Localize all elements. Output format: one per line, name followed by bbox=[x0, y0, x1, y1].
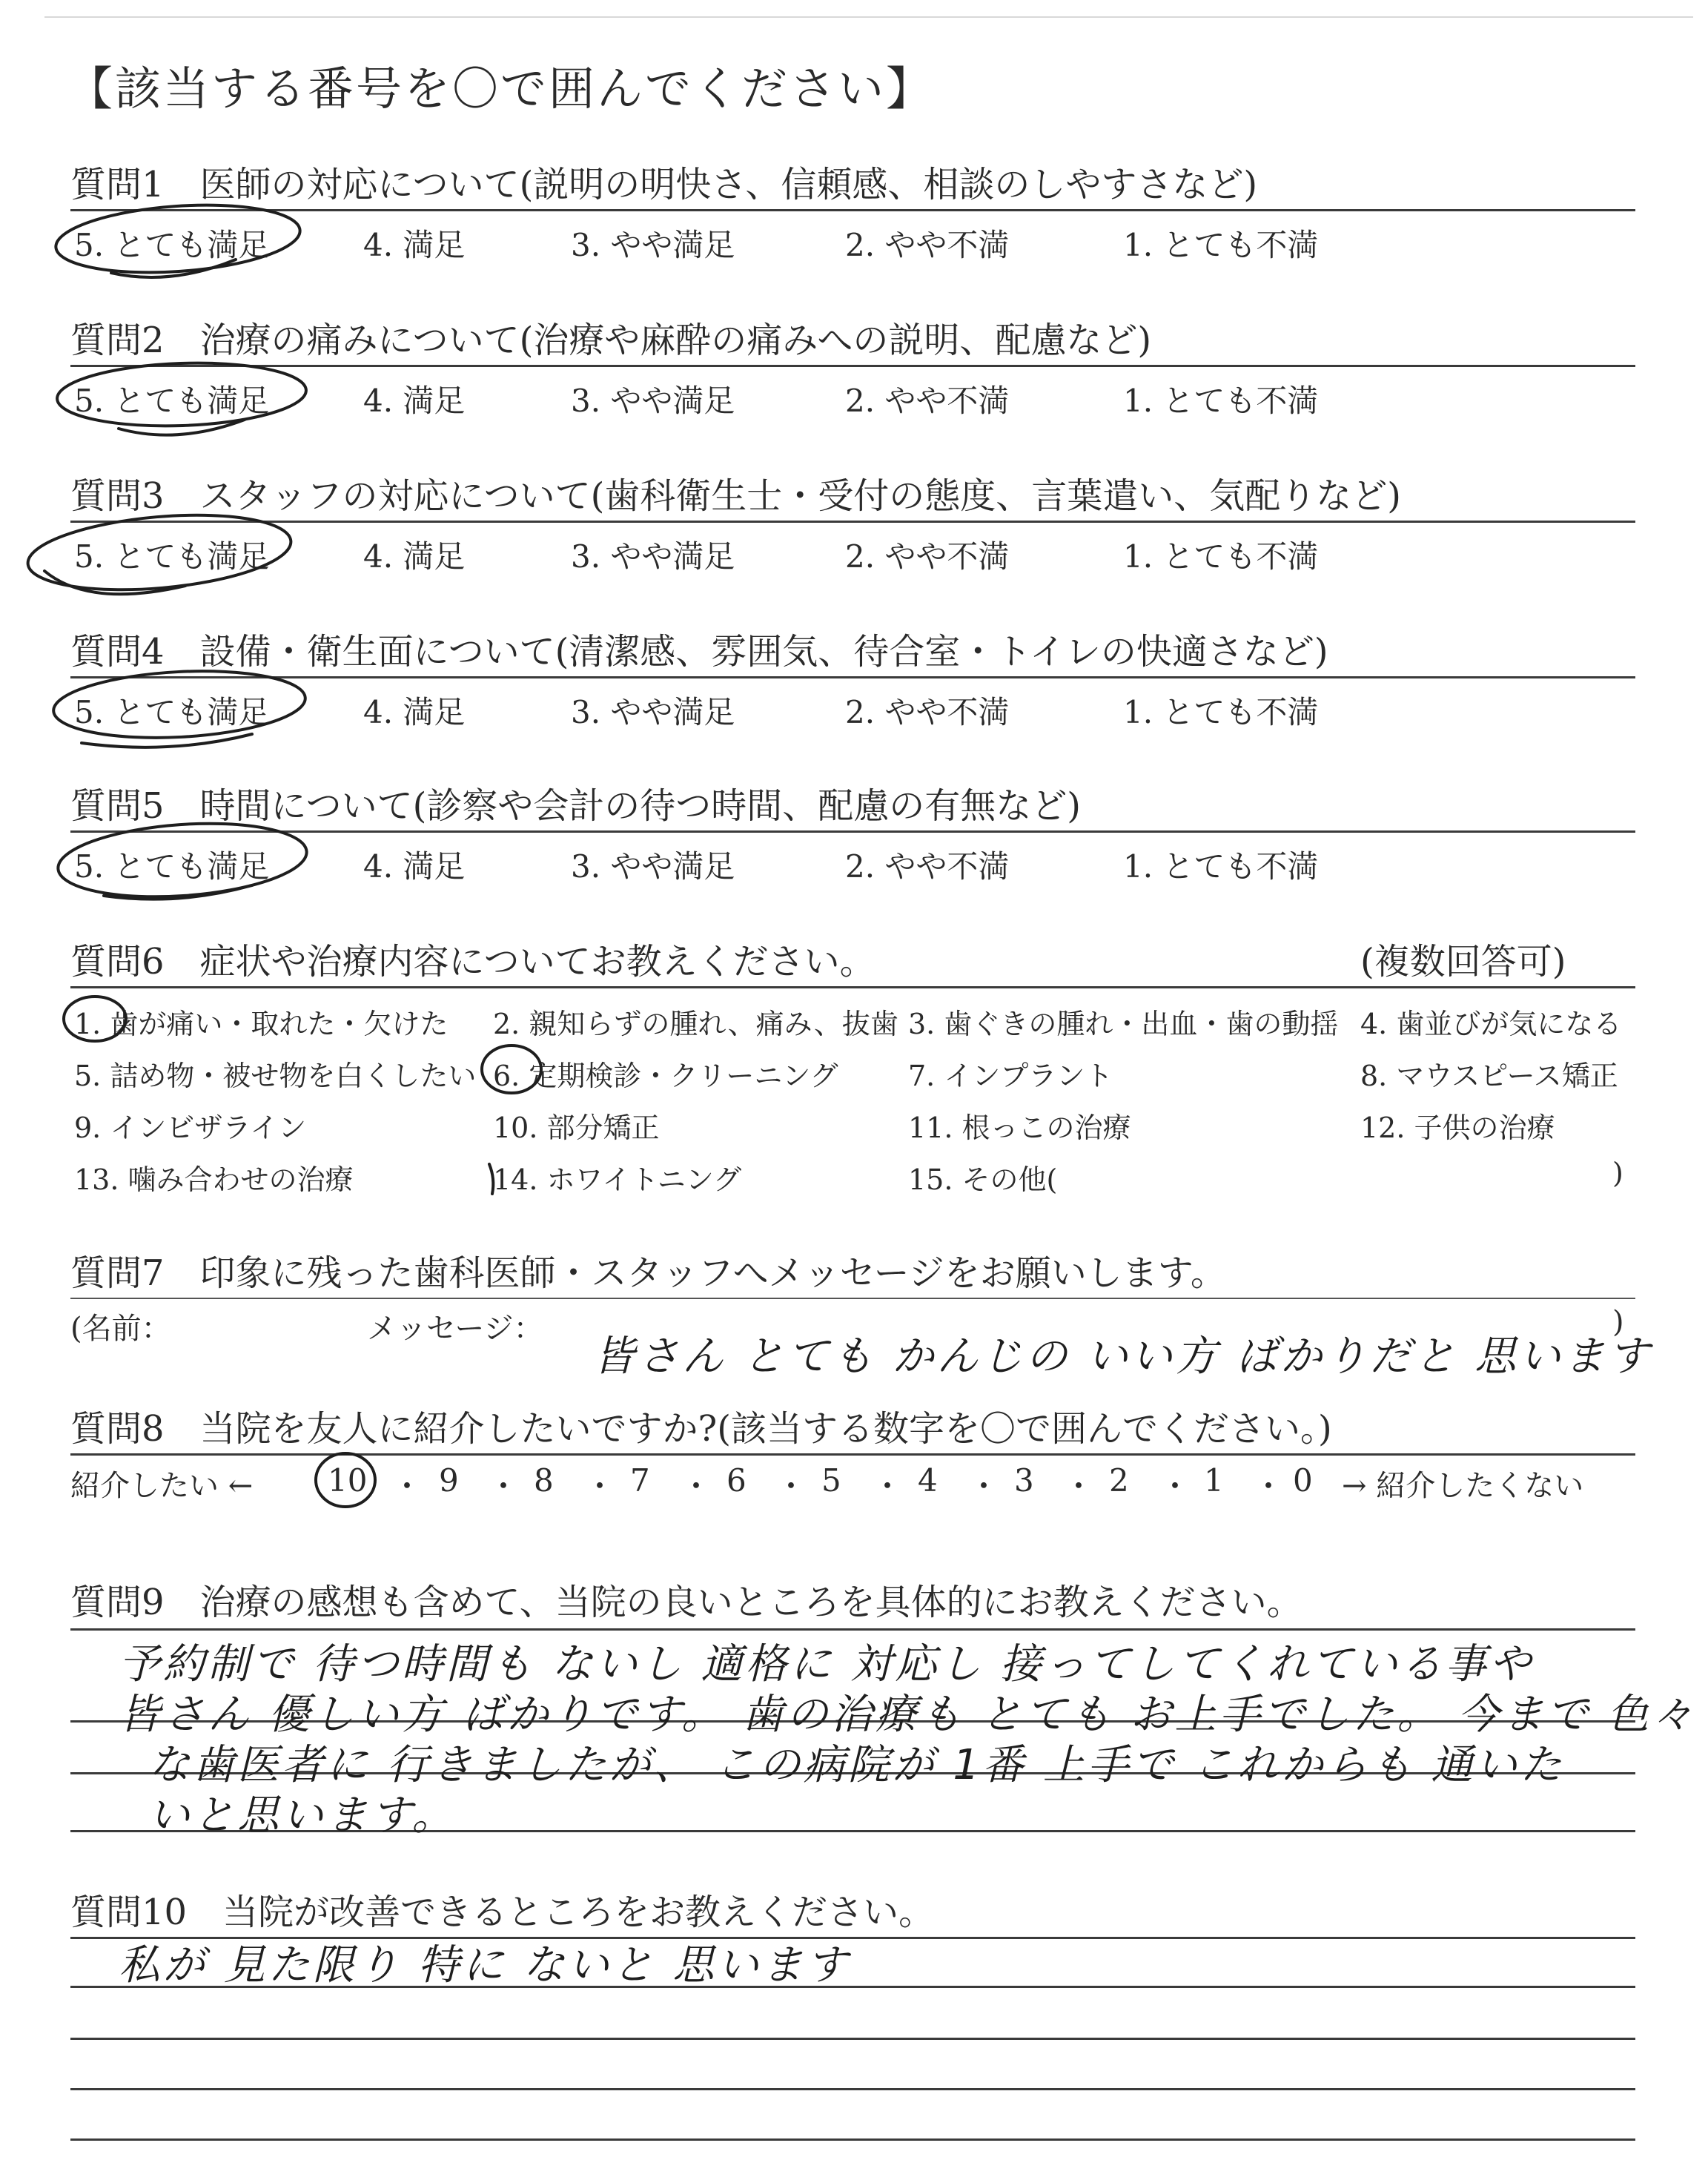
question-8-title: 質問8 当院を友人に紹介したいですか?(該当する数字を〇で囲んでください。) bbox=[70, 1408, 1332, 1450]
q9-answer-line-2: 皆さん 優しい方 ばかりです。 歯の治療も とても お上手でした。 今まで 色々 bbox=[119, 1691, 1697, 1739]
top-border bbox=[44, 16, 1693, 18]
q6-option-9[interactable]: 9. インビザライン bbox=[74, 1112, 307, 1144]
q1-option-3[interactable]: 3. やや満足 bbox=[571, 227, 735, 263]
q6-option-2[interactable]: 2. 親知らずの腫れ、痛み、抜歯 bbox=[493, 1008, 898, 1040]
q1-option-1[interactable]: 1. とても不満 bbox=[1123, 227, 1319, 263]
q8-scale-8[interactable]: 8 bbox=[534, 1462, 554, 1499]
q7-message-label: メッセージ： bbox=[367, 1312, 543, 1346]
q8-scale-5[interactable]: 5 bbox=[821, 1462, 841, 1499]
q5-selection-tail bbox=[104, 885, 252, 899]
q6-option-10[interactable]: 10. 部分矯正 bbox=[493, 1112, 660, 1144]
q10-answer-line-1: 私が 見た限り 特に ないと 思います bbox=[119, 1941, 851, 1989]
q3-option-5[interactable]: 5. とても満足 bbox=[74, 538, 270, 575]
question-7-title: 質問7 印象に残った歯科医師・スタッフへメッセージをお願いします。 bbox=[70, 1252, 1226, 1294]
question-3-rule bbox=[70, 521, 1635, 523]
q5-option-3[interactable]: 3. やや満足 bbox=[571, 848, 735, 885]
q7-message-handwritten: 皆さん とても かんじの いい方 ばかりだと 思います bbox=[593, 1332, 1653, 1381]
q2-option-4[interactable]: 4. 満足 bbox=[363, 383, 466, 419]
q9-line-1 bbox=[70, 1628, 1635, 1631]
q8-scale-9[interactable]: 9 bbox=[439, 1462, 459, 1499]
q10-line-3 bbox=[70, 2038, 1635, 2040]
q8-scale-2[interactable]: 2 bbox=[1109, 1462, 1129, 1499]
q6-option-3[interactable]: 3. 歯ぐきの腫れ・出血・歯の動揺 bbox=[908, 1008, 1339, 1040]
q8-scale-0[interactable]: 0 bbox=[1293, 1462, 1313, 1499]
q8-scale-dot: ・ bbox=[1063, 1468, 1095, 1505]
question-4-title: 質問4 設備・衛生面について(清潔感、雰囲気、待合室・トイレの快適さなど) bbox=[70, 631, 1328, 673]
question-1-title: 質問1 医師の対応について(説明の明快さ、信頼感、相談のしやすさなど) bbox=[70, 164, 1258, 205]
q2-option-1[interactable]: 1. とても不満 bbox=[1123, 383, 1319, 419]
q6-option-13[interactable]: 13. 噛み合わせの治療 bbox=[74, 1163, 354, 1196]
q6-option-1[interactable]: 1. 歯が痛い・取れた・欠けた bbox=[74, 1008, 448, 1040]
q3-option-3[interactable]: 3. やや満足 bbox=[571, 538, 735, 575]
question-8-rule bbox=[70, 1453, 1635, 1456]
q4-option-3[interactable]: 3. やや満足 bbox=[571, 694, 735, 730]
q7-close-paren: ) bbox=[1612, 1305, 1624, 1339]
q9-answer-line-1: 予約制で 待つ時間も ないし 適格に 対応し 接ってしてくれている事や bbox=[119, 1640, 1535, 1688]
q6-option-5[interactable]: 5. 詰め物・被せ物を白くしたい bbox=[74, 1060, 477, 1092]
q6-option-11[interactable]: 11. 根っこの治療 bbox=[908, 1112, 1131, 1144]
q8-scale-dot: ・ bbox=[1159, 1468, 1191, 1505]
q2-option-3[interactable]: 3. やや満足 bbox=[571, 383, 735, 419]
q7-name-label: (名前： bbox=[70, 1312, 171, 1346]
q8-scale-4[interactable]: 4 bbox=[918, 1462, 938, 1499]
q8-scale-dot: ・ bbox=[488, 1468, 520, 1505]
q1-option-5[interactable]: 5. とても満足 bbox=[74, 227, 270, 263]
q8-scale-1[interactable]: 1 bbox=[1204, 1462, 1224, 1499]
question-1-rule bbox=[70, 209, 1635, 211]
q1-option-2[interactable]: 2. やや不満 bbox=[845, 227, 1010, 263]
q5-option-1[interactable]: 1. とても不満 bbox=[1123, 848, 1319, 885]
q4-option-2[interactable]: 2. やや不満 bbox=[845, 694, 1010, 730]
q3-option-4[interactable]: 4. 満足 bbox=[363, 538, 466, 575]
question-2-rule bbox=[70, 365, 1635, 367]
q8-scale-dot: ・ bbox=[1253, 1468, 1285, 1505]
q8-scale-dot: ・ bbox=[872, 1468, 904, 1505]
q8-scale-dot: ・ bbox=[681, 1468, 712, 1505]
question-9-title: 質問9 治療の感想も含めて、当院の良いところを具体的にお教えください。 bbox=[70, 1582, 1302, 1623]
question-6-note: (複数回答可) bbox=[1360, 941, 1566, 982]
question-4-rule bbox=[70, 676, 1635, 678]
question-10-title: 質問10 当院が改善できるところをお教えください。 bbox=[70, 1892, 935, 1933]
question-6-rule bbox=[70, 986, 1635, 988]
question-2-title: 質問2 治療の痛みについて(治療や麻酔の痛みへの説明、配慮など) bbox=[70, 320, 1152, 361]
q8-scale-dot: ・ bbox=[775, 1468, 807, 1505]
q10-line-5 bbox=[70, 2138, 1635, 2141]
q8-scale-dot: ・ bbox=[968, 1468, 1000, 1505]
q3-option-1[interactable]: 1. とても不満 bbox=[1123, 538, 1319, 575]
q4-selection-tail bbox=[82, 734, 252, 747]
q3-option-2[interactable]: 2. やや不満 bbox=[845, 538, 1010, 575]
q8-scale-dot: ・ bbox=[584, 1468, 616, 1505]
q6-option-12[interactable]: 12. 子供の治療 bbox=[1360, 1112, 1555, 1144]
q6-option-14[interactable]: 14. ホワイトニング bbox=[493, 1163, 742, 1196]
q6-other-close-paren: ) bbox=[1612, 1157, 1623, 1189]
q8-scale-7[interactable]: 7 bbox=[630, 1462, 650, 1499]
q2-selection-tail bbox=[119, 420, 245, 435]
question-5-rule bbox=[70, 830, 1635, 833]
q9-answer-line-4: いと思います。 bbox=[148, 1791, 457, 1840]
question-6-title: 質問6 症状や治療内容についてお教えください。 bbox=[70, 941, 875, 982]
q8-scale-6[interactable]: 6 bbox=[726, 1462, 747, 1499]
q6-option-8[interactable]: 8. マウスピース矯正 bbox=[1360, 1060, 1618, 1092]
q4-option-5[interactable]: 5. とても満足 bbox=[74, 694, 270, 730]
q8-scale-10[interactable]: 10 bbox=[328, 1462, 368, 1499]
q5-option-2[interactable]: 2. やや不満 bbox=[845, 848, 1010, 885]
q6-option-15[interactable]: 15. その他( bbox=[908, 1163, 1058, 1196]
q5-option-4[interactable]: 4. 満足 bbox=[363, 848, 466, 885]
q2-option-5[interactable]: 5. とても満足 bbox=[74, 383, 270, 419]
q4-option-1[interactable]: 1. とても不満 bbox=[1123, 694, 1319, 730]
page-title: 【該当する番号を〇で囲んでください】 bbox=[67, 62, 935, 116]
q8-scale-dot: ・ bbox=[391, 1468, 423, 1505]
q5-option-5[interactable]: 5. とても満足 bbox=[74, 848, 270, 885]
question-7-rule bbox=[70, 1298, 1635, 1299]
q2-option-2[interactable]: 2. やや不満 bbox=[845, 383, 1010, 419]
question-3-title: 質問3 スタッフの対応について(歯科衛生士・受付の態度、言葉遣い、気配りなど) bbox=[70, 475, 1402, 517]
q9-answer-line-3: な歯医者に 行きましたが、 この病院が 1番 上手で これからも 通いた bbox=[148, 1741, 1565, 1789]
q8-scale-3[interactable]: 3 bbox=[1014, 1462, 1034, 1499]
q10-line-4 bbox=[70, 2088, 1635, 2090]
q8-right-label: → 紹介したくない bbox=[1342, 1469, 1584, 1503]
q6-option-4[interactable]: 4. 歯並びが気になる bbox=[1360, 1008, 1622, 1040]
question-5-title: 質問5 時間について(診察や会計の待つ時間、配慮の有無など) bbox=[70, 785, 1082, 827]
q8-left-label: 紹介したい ← bbox=[70, 1469, 254, 1503]
q6-option-7[interactable]: 7. インプラント bbox=[908, 1060, 1113, 1092]
q1-option-4[interactable]: 4. 満足 bbox=[363, 227, 466, 263]
q4-option-4[interactable]: 4. 満足 bbox=[363, 694, 466, 730]
q6-option-6[interactable]: 6. 定期検診・クリーニング bbox=[493, 1060, 838, 1092]
